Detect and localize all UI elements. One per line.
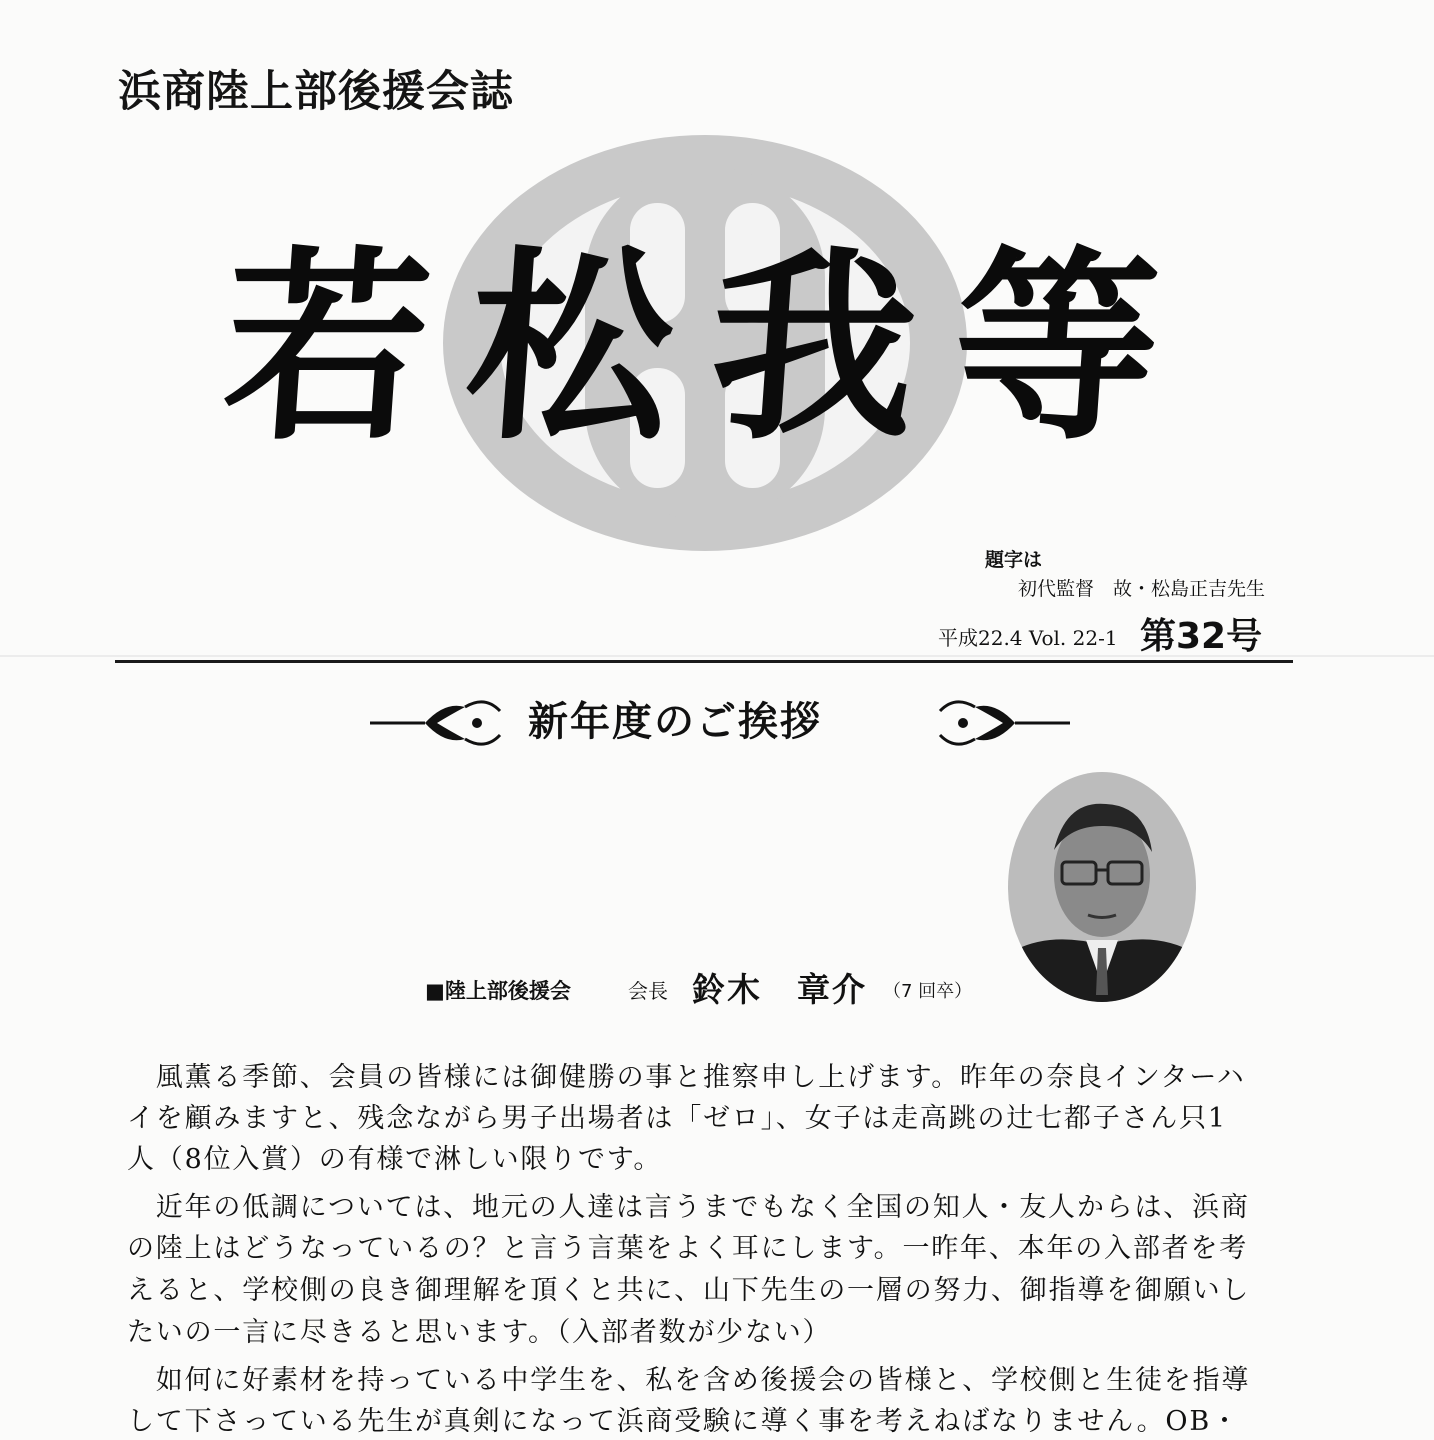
author-role: 会長 <box>628 979 668 1003</box>
body-line: イを顧みますと、残念ながら男子出場者は「ゼロ」、女子は走高跳の辻七都子さん只1 <box>127 1103 1227 1134</box>
article-heading: 新年度のご挨拶 <box>528 699 822 745</box>
body-line: の陸上はどうなっているの？と言う言葉をよく耳にします。一昨年、本年の入部者を考 <box>127 1233 1249 1264</box>
author-name: 鈴木 章介 <box>692 970 867 1009</box>
left-ornament <box>365 697 505 749</box>
bleed-through-text <box>130 520 157 559</box>
author-portrait <box>1006 770 1198 1004</box>
body-line: 風薫る季節、会員の皆様には御健勝の事と推察申し上げます。昨年の奈良インターハ <box>127 1062 1246 1093</box>
calligraphy-label: 題字は <box>985 549 1043 571</box>
publication-subtitle: 浜商陸上部後援会誌 <box>118 67 514 117</box>
body-line: えると、学校側の良き御理解を頂くと共に、山下先生の一層の努力、御指導を御願いし <box>127 1275 1251 1306</box>
calligraphy-credit: 初代監督 故・松島正吉先生 <box>1018 578 1266 600</box>
masthead-title: 若松我等 <box>216 228 1206 468</box>
body-line: 近年の低調については、地元の人達は言うまでもなく全国の知人・友人からは、浜商 <box>127 1192 1250 1223</box>
author-class: （7 回卒） <box>883 981 973 1002</box>
body-line: して下さっている先生が真剣になって浜商受験に導く事を考えねばなりません。OB・ <box>127 1406 1240 1437</box>
body-line: 人（8位入賞）の有様で淋しい限りです。 <box>127 1144 663 1175</box>
right-ornament <box>935 697 1075 749</box>
author-organization: ■陸上部後援会 <box>425 979 571 1003</box>
date-volume: 平成22.4 Vol. 22-1 <box>938 626 1118 650</box>
issue-number: 第32号 <box>1140 616 1263 657</box>
body-line: たいの一言に尽きると思います。（入部者数が少ない） <box>127 1317 832 1348</box>
body-line: 如何に好素材を持っている中学生を、私を含め後援会の皆様と、学校側と生徒を指導 <box>127 1365 1251 1396</box>
header-rule <box>115 660 1293 663</box>
